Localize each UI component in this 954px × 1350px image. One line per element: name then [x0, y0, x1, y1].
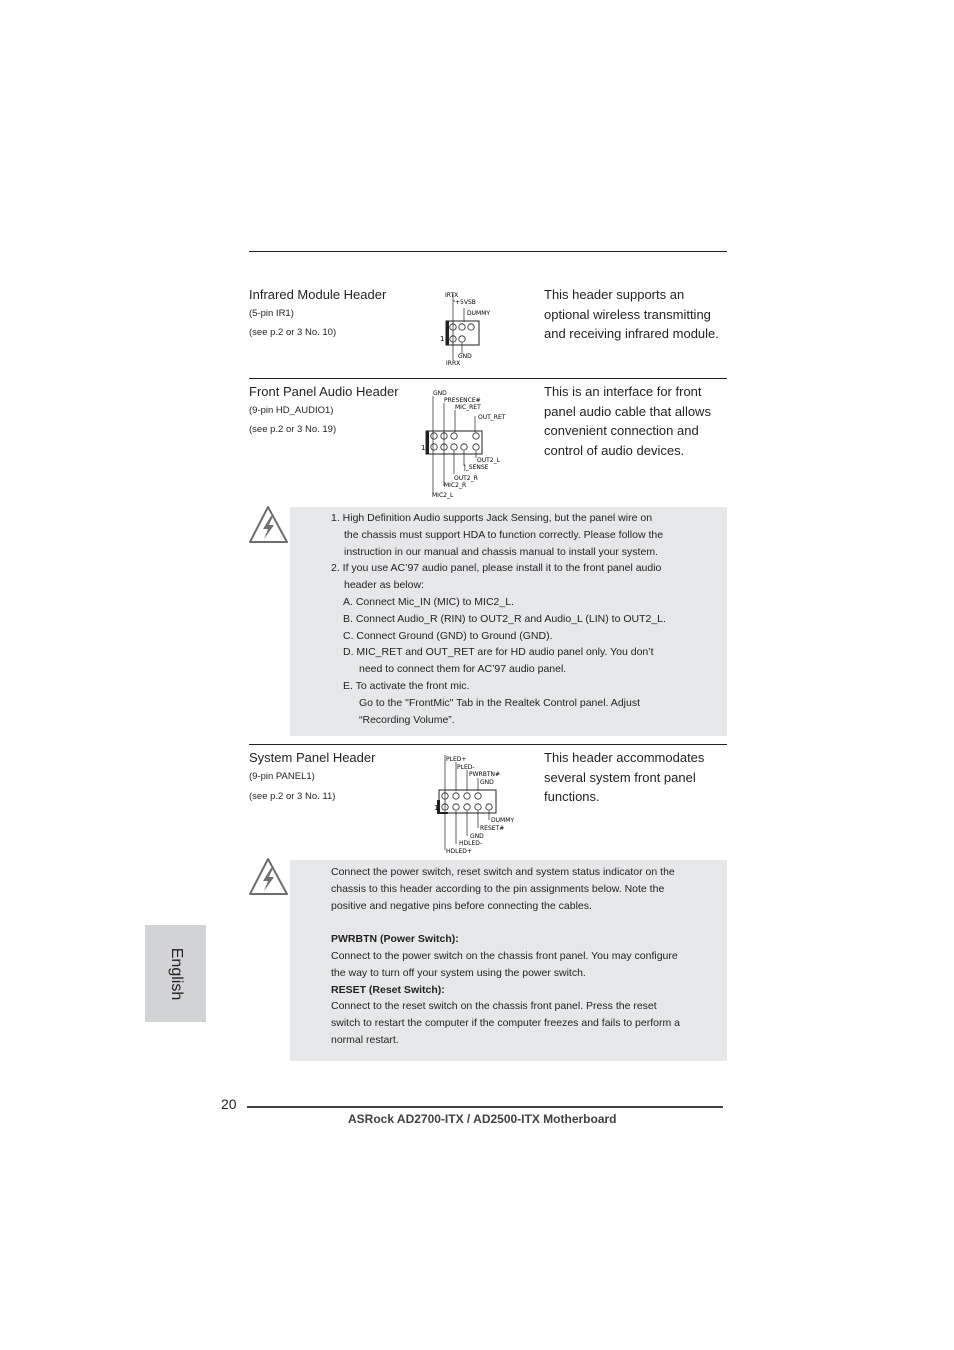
panel-header-diagram: [434, 752, 520, 854]
pin-label: DUMMY: [491, 817, 515, 824]
audio-header-diagram: [420, 386, 516, 501]
audio-page-ref: (see p.2 or 3 No. 19): [249, 424, 337, 435]
note-line: E. To activate the front mic.: [343, 679, 470, 692]
footer-model: ASRock AD2700-ITX / AD2500-ITX Motherboard: [348, 1112, 617, 1126]
infrared-pin-count: (5-pin IR1): [249, 308, 294, 319]
pwrbtn-heading: PWRBTN (Power Switch):: [331, 933, 459, 946]
pin-label: IRTX: [445, 292, 459, 299]
pin-label: OUT2_L: [477, 457, 500, 464]
pin-label: OUT2_R: [454, 475, 478, 482]
section-rule: [249, 378, 727, 379]
top-rule: [249, 251, 727, 252]
note-line: C. Connect Ground (GND) to Ground (GND).: [343, 629, 553, 642]
infrared-header-diagram: [436, 288, 506, 370]
note-line: the way to turn off your system using the power switch.: [331, 966, 586, 979]
pin-label: IRRX: [446, 360, 461, 367]
note-line: 1. High Definition Audio supports Jack Sensing, but the panel wire on: [331, 512, 653, 524]
note-line: Go to the "FrontMic" Tab in the Realtek Control panel. Adjust: [359, 696, 640, 709]
note-line: positive and negative pins before connecting the cables.: [331, 899, 592, 912]
note-line: A. Connect Mic_IN (MIC) to MIC2_L.: [343, 595, 514, 608]
footer-rule: [247, 1106, 723, 1108]
pin-label: PRESENCE#: [444, 397, 481, 404]
pin-label: MIC_RET: [455, 404, 481, 411]
audio-title: Front Panel Audio Header: [249, 384, 399, 399]
note-line: normal restart.: [331, 1033, 399, 1046]
pin-label: HDLED+: [446, 848, 472, 854]
infrared-title: Infrared Module Header: [249, 287, 387, 302]
pin-label: MIC2_R: [444, 482, 467, 489]
pin-label: RESET#: [480, 825, 505, 832]
note-line: Connect the power switch, reset switch and system status indicator on the: [331, 866, 675, 878]
panel-pin-count: (9-pin PANEL1): [249, 771, 315, 782]
pin-label: GND: [480, 779, 494, 786]
note-line: “Recording Volume”.: [359, 713, 455, 726]
language-tab: [145, 925, 206, 1022]
pin-label: GND: [458, 353, 472, 360]
note-line: instruction in our manual and chassis manual to install your system.: [344, 545, 658, 558]
pin-label: DUMMY: [467, 310, 491, 317]
note-line: switch to restart the computer if the computer freezes and fails to perform a: [331, 1017, 680, 1030]
note-line: the chassis must support HDA to function correctly. Please follow the: [344, 528, 664, 541]
note-line: chassis to this header according to the pin assignments below. Note the: [331, 882, 665, 895]
page-number: 20: [221, 1096, 237, 1112]
pin-label: GND: [433, 390, 447, 397]
note-line: header as below:: [344, 579, 424, 592]
pin-label: PLED+: [446, 756, 467, 763]
audio-note-text: [331, 510, 666, 728]
note-line: D. MIC_RET and OUT_RET are for HD audio panel only. You don’t: [343, 646, 654, 659]
note-line: 2. If you use AC’97 audio panel, please install it to the front panel audio: [331, 562, 662, 575]
panel-description: This header accommodates several system front panel functions.: [544, 750, 705, 804]
pin-label: J_SENSE: [464, 464, 489, 471]
note-line: Connect to the power switch on the chassis front panel. You may configure: [331, 949, 678, 962]
pin-one-label: 1: [434, 804, 439, 812]
reset-heading: RESET (Reset Switch):: [331, 983, 445, 996]
note-line: Connect to the reset switch on the chassis front panel. Press the reset: [331, 1000, 657, 1013]
warning-icon: [248, 857, 290, 897]
pin-one-label: 1: [421, 444, 426, 452]
pin-label: +5VSB: [455, 299, 476, 306]
panel-title: System Panel Header: [249, 750, 376, 765]
pin-label: PWRBTN#: [469, 771, 501, 778]
pin-label: OUT_RET: [478, 414, 506, 421]
infrared-description: This header supports an optional wireless transmitting and receiving infrared module.: [544, 287, 719, 341]
pin-one-label: 1: [440, 335, 445, 343]
audio-pin-count: (9-pin HD_AUDIO1): [249, 405, 334, 416]
warning-icon: [248, 505, 290, 545]
panel-note-text: [331, 864, 680, 1049]
language-label: English: [167, 947, 185, 1000]
panel-page-ref: (see p.2 or 3 No. 11): [249, 791, 336, 802]
note-line: B. Connect Audio_R (RIN) to OUT2_R and Audio_L (LIN) to OUT2_L.: [343, 612, 666, 625]
pin-label: MIC2_L: [432, 492, 454, 499]
note-line: need to connect them for AC’97 audio panel.: [359, 663, 567, 676]
audio-description: This is an interface for front panel audio cable that allows convenient connection and control of audio devices.: [544, 384, 711, 458]
pin-label: PLED-: [457, 764, 475, 771]
pin-label: HDLED-: [459, 840, 483, 847]
infrared-page-ref: (see p.2 or 3 No. 10): [249, 327, 337, 338]
pin-label: GND: [470, 833, 484, 840]
section-rule: [249, 744, 727, 745]
